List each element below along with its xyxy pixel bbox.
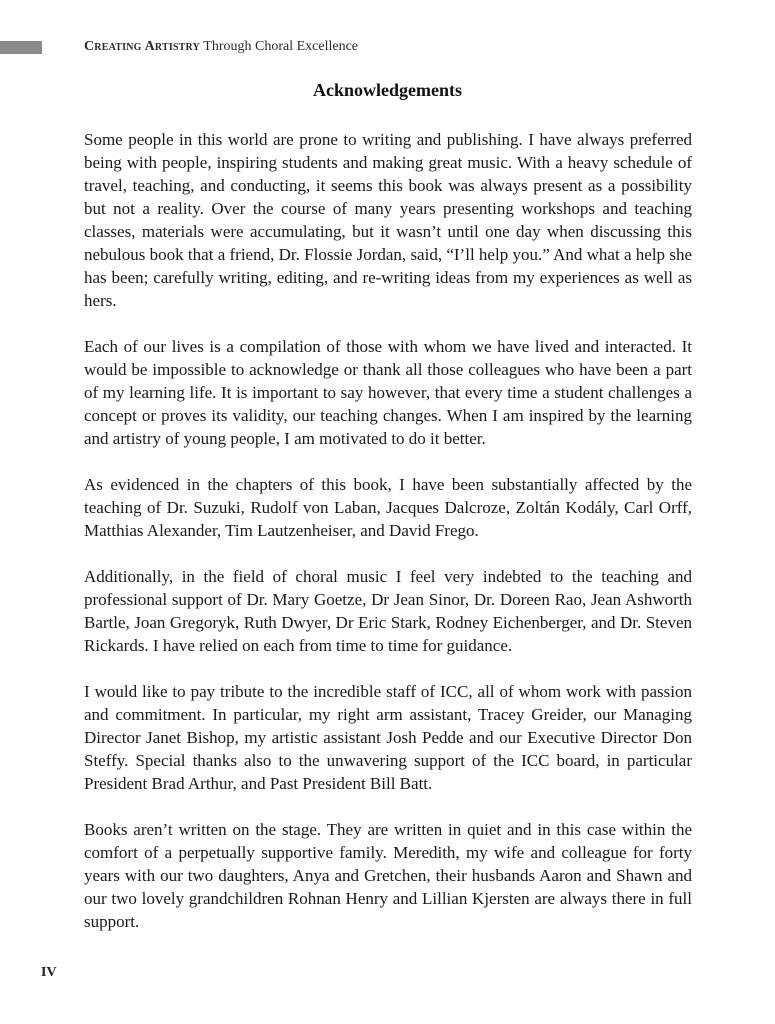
paragraph-2: Each of our lives is a compilation of those with whom we have lived and interacted. It would be impossible to acknowledge or thank all those colleagues who have been a part of my learning life. It is important to say however, that every time a student challenges a concept or proves its validity, our teaching changes. When I am inspired by the learning and artistry of young people, I am motivated to do it better.	[84, 337, 692, 448]
header-bar	[0, 41, 42, 54]
running-head-rest: Through Choral Excellence	[200, 39, 359, 54]
running-head	[84, 39, 358, 55]
running-head-small-caps: Creating Artistry	[84, 39, 201, 54]
paragraph-5: I would like to pay tribute to the incredible staff of ICC, all of whom work with passion and commitment. In particular, my right arm assistant, Tracey Greider, our Managing Director Janet Bishop, my artistic assistant Josh Pedde and our Executive Director Don Steffy. Special thanks also to the unwavering support of the ICC board, in particular President Brad Arthur, and Past President Bill Batt.	[84, 682, 692, 793]
paragraph-1: Some people in this world are prone to writing and publishing. I have always preferred being with people, inspiring students and making great music. With a heavy schedule of travel, teaching, and conducting, it seems this book was always present as a possibility but not a reality. Over the course of many years presenting workshops and teaching classes, materials were accumulating, but it wasn’t until one day when discussing this nebulous book that a friend, Dr. Flossie Jordan, said, “I’ll help you.” And what a help she has been; carefully writing, editing, and re-writing ideas from my experiences as well as hers.	[84, 130, 692, 310]
paragraph-6: Books aren’t written on the stage. They are written in quiet and in this case within the comfort of a perpetually supportive family. Meredith, my wife and colleague for forty years with our two daughters, Anya and Gretchen, their husbands Aaron and Shawn and our two lovely grandchildren Rohnan Henry and Lillian Kjersten are always there in full support.	[84, 820, 692, 931]
page-title: Acknowledgements	[313, 80, 462, 100]
page-number: IV	[41, 965, 57, 980]
body-text	[84, 128, 692, 956]
paragraph-4: Additionally, in the field of choral music I feel very indebted to the teaching and professional support of Dr. Mary Goetze, Dr Jean Sinor, Dr. Doreen Rao, Jean Ashworth Bartle, Joan Gregoryk, Ruth Dwyer, Dr Eric Stark, Rodney Eichenberger, and Dr. Steven Rickards. I have relied on each from time to time for guidance.	[84, 567, 692, 655]
paragraph-3: As evidenced in the chapters of this book, I have been substantially affected by the teaching of Dr. Suzuki, Rudolf von Laban, Jacques Dalcroze, Zoltán Kodály, Carl Orff, Matthias Alexander, Tim Lautzenheiser, and David Frego.	[84, 475, 692, 540]
